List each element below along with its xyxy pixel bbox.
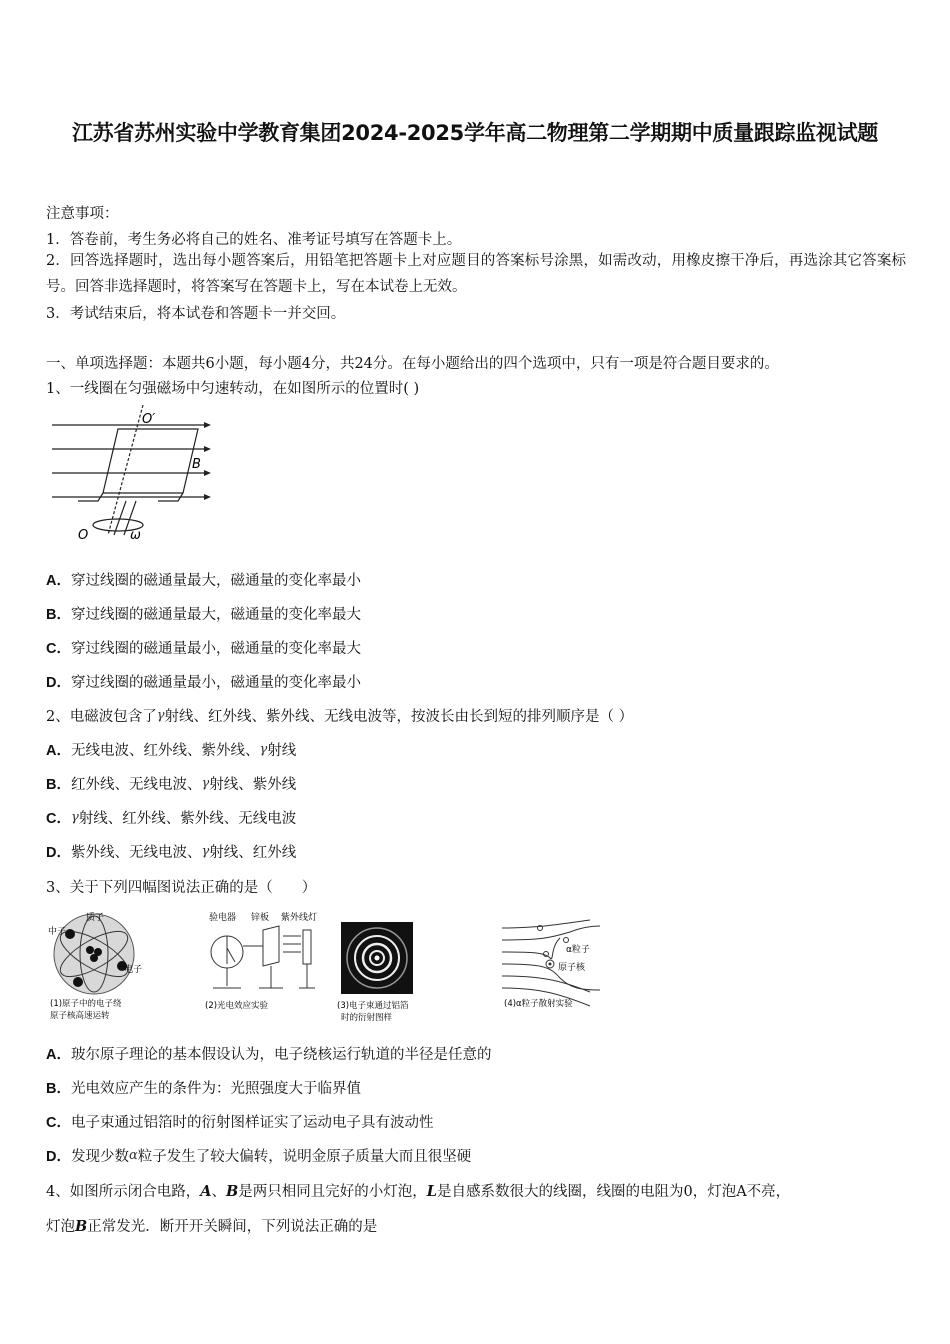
q1-option-b: B．穿过线圈的磁通量最大，磁通量的变化率最大 (46, 607, 361, 623)
q3-alpha-scattering-figure (500, 918, 610, 1018)
q1-option-a: A．穿过线圈的磁通量最大，磁通量的变化率最小 (46, 573, 361, 589)
section-heading: 一、单项选择题：本题共6小题，每小题4分，共24分。在每小题给出的四个选项中，只有一项是符合题目要求的。 (46, 356, 779, 372)
q3-fig4-caption: (4)α粒子散射实验 (504, 999, 573, 1009)
q3-atom-figure (48, 906, 158, 1024)
notice-item-3: 3．考试结束后，将本试卷和答题卡一并交回。 (46, 306, 346, 322)
q1-label-o-prime: O′ (142, 412, 156, 427)
q1-label-o: O (78, 528, 89, 543)
q2-option-c: C．γ射线、红外线、紫外线、无线电波 (46, 810, 297, 827)
q3-label-electron: 电子 (124, 965, 143, 975)
q1-label-omega: ω (130, 528, 141, 543)
q3-fig3-caption-2: 时的衍射图样 (341, 1013, 393, 1023)
page-title: 江苏省苏州实验中学教育集团2024-2025学年高二物理第二学期期中质量跟踪监视试题 (71, 121, 878, 145)
q3-label-neutron: 中子 (48, 927, 67, 937)
q2-stem: 2、电磁波包含了γ射线、红外线、紫外线、无线电波等，按波长由长到短的排列顺序是（ ） (46, 708, 634, 725)
q3-fig1-caption-2: 原子核高速运转 (50, 1011, 110, 1021)
q1-coil-figure (48, 405, 218, 545)
q3-fig2-caption: (2)光电效应实验 (205, 1001, 269, 1011)
q2-option-b: B．红外线、无线电波、γ射线、紫外线 (46, 776, 297, 793)
q3-stem: 3、关于下列四幅图说法正确的是（ ） (46, 880, 317, 896)
notice-heading: 注意事项： (46, 206, 119, 222)
q4-stem-line-2: 灯泡B正常发光．断开开关瞬间，下列说法正确的是 (46, 1218, 378, 1235)
q1-option-c: C．穿过线圈的磁通量最小，磁通量的变化率最大 (46, 641, 361, 657)
q3-option-a: A．玻尔原子理论的基本假设认为，电子绕核运行轨道的半径是任意的 (46, 1047, 492, 1063)
notice-item-2: 2．回答选择题时，选出每小题答案后，用铅笔把答题卡上对应题目的答案标号涂黑，如需改动，用橡皮擦干净后，再选涂其它答案标号。回答非选择题时，将答案写在答题卡上，写在本试卷上无效。 (46, 253, 906, 295)
q1-stem: 1、一线圈在匀强磁场中匀速转动，在如图所示的位置时( ) (46, 381, 420, 397)
q3-option-c: C．电子束通过铝箔时的衍射图样证实了运动电子具有波动性 (46, 1115, 434, 1131)
q1-option-d: D．穿过线圈的磁通量最小，磁通量的变化率最小 (46, 675, 361, 691)
q2-option-a: A．无线电波、红外线、紫外线、γ射线 (46, 742, 297, 759)
q3-option-b: B．光电效应产生的条件为：光照强度大于临界值 (46, 1081, 361, 1097)
q2-option-d: D．紫外线、无线电波、γ射线、红外线 (46, 844, 297, 861)
q3-label-nucleus: 原子核 (558, 963, 586, 973)
q3-label-proton: 质子 (86, 913, 105, 923)
q3-fig1-caption-1: (1)原子中的电子绕 (50, 999, 122, 1009)
q3-label-electroscope: 验电器 (209, 913, 237, 923)
q4-stem-line-1: 4、如图所示闭合电路，A、B是两只相同且完好的小灯泡，L是自感系数很大的线圈，线圈的电阻为0，灯泡A不亮， (46, 1183, 791, 1200)
q3-fig3-caption-1: (3)电子束通过铝箔 (337, 1001, 409, 1011)
q3-label-uv-lamp: 紫外线灯 (281, 913, 318, 923)
q3-diffraction-figure (337, 920, 427, 1026)
q3-option-d: D．发现少数α粒子发生了较大偏转，说明金原子质量大而且很坚硬 (46, 1148, 472, 1165)
q3-label-alpha: α粒子 (566, 945, 590, 955)
q1-label-b: B (192, 457, 201, 472)
q3-label-zinc: 锌板 (251, 913, 270, 923)
q3-photoelectric-figure (203, 908, 333, 1018)
notice-item-1: 1．答卷前，考生务必将自己的姓名、准考证号填写在答题卡上。 (46, 232, 462, 248)
